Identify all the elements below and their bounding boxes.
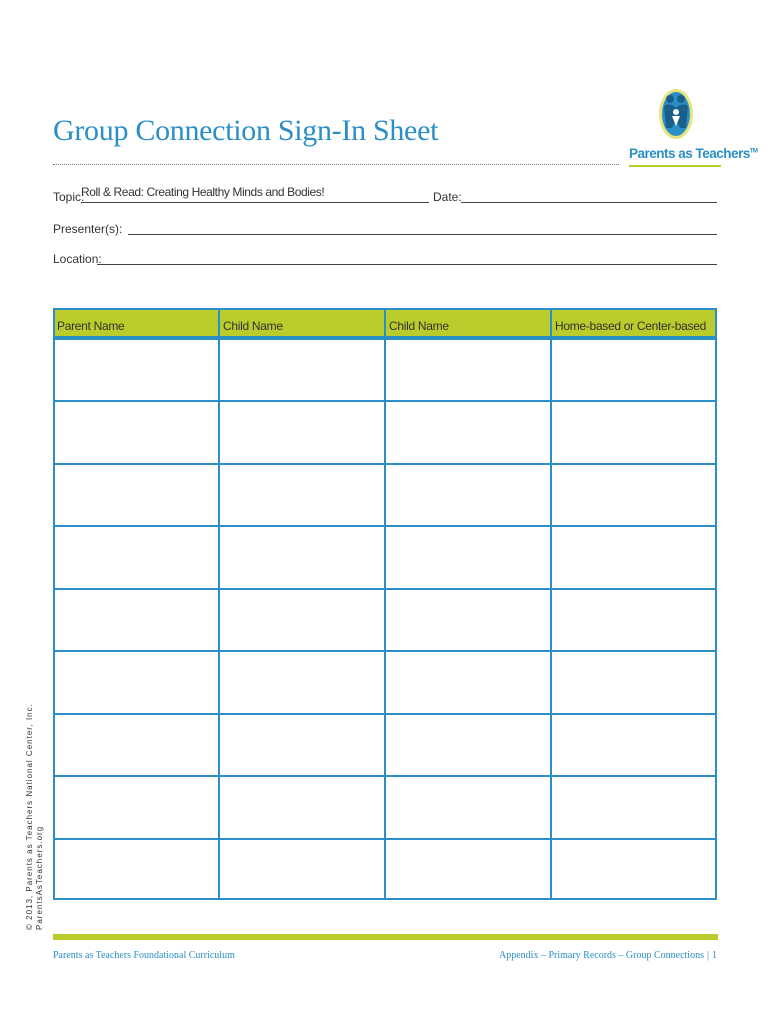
column-divider	[550, 308, 552, 900]
topic-label: Topic:	[53, 190, 85, 204]
location-field[interactable]	[97, 250, 717, 265]
copyright-line: © 2013, Parents as Teachers National Center, Inc.	[25, 703, 34, 930]
table-cell[interactable]	[553, 590, 715, 648]
table-cell[interactable]	[553, 340, 715, 398]
column-divider	[218, 308, 220, 900]
table-cell[interactable]	[221, 652, 383, 710]
table-cell[interactable]	[55, 590, 217, 648]
date-label: Date:	[433, 190, 462, 204]
table-cell[interactable]	[553, 715, 715, 773]
table-cell[interactable]	[221, 465, 383, 523]
footer-section-text: Appendix – Primary Records – Group Connections	[499, 950, 704, 961]
footer-separator: |	[706, 950, 709, 961]
table-cell[interactable]	[221, 527, 383, 585]
table-cell[interactable]	[553, 402, 715, 460]
table-cell[interactable]	[387, 652, 549, 710]
table-cell[interactable]	[221, 402, 383, 460]
page-number: 1	[712, 950, 717, 961]
table-cell[interactable]	[221, 715, 383, 773]
table-border-left	[53, 308, 55, 900]
sign-in-table	[53, 308, 717, 900]
table-cell[interactable]	[553, 652, 715, 710]
logo-underline	[629, 165, 721, 167]
logo-wordmark-text: Parents as Teachers	[629, 146, 750, 161]
topic-value: Roll & Read: Creating Healthy Minds and Bodies!	[81, 185, 325, 199]
footer-bar	[53, 934, 718, 940]
table-cell[interactable]	[387, 840, 549, 898]
column-header-child-name-1: Child Name	[223, 319, 283, 333]
table-cell[interactable]	[55, 527, 217, 585]
table-cell[interactable]	[55, 777, 217, 835]
table-cell[interactable]	[221, 340, 383, 398]
table-cell[interactable]	[387, 715, 549, 773]
table-cell[interactable]	[221, 777, 383, 835]
table-cell[interactable]	[387, 590, 549, 648]
brand-logo	[626, 88, 758, 170]
page-title: Group Connection Sign-In Sheet	[53, 114, 439, 147]
website-line: ParentsAsTeachers.org	[35, 825, 44, 930]
table-cell[interactable]	[221, 840, 383, 898]
footer-curriculum: Parents as Teachers Foundational Curriculum	[53, 950, 235, 961]
column-header-parent-name: Parent Name	[57, 319, 125, 333]
table-cell[interactable]	[553, 777, 715, 835]
presenters-label: Presenter(s):	[53, 222, 123, 236]
trademark-mark: TM	[749, 148, 758, 155]
table-cell[interactable]	[55, 340, 217, 398]
table-cell[interactable]	[55, 715, 217, 773]
table-border-right	[715, 308, 717, 900]
column-header-location-type: Home-based or Center-based	[555, 319, 706, 333]
title-divider	[53, 164, 619, 165]
table-cell[interactable]	[553, 465, 715, 523]
table-cell[interactable]	[55, 652, 217, 710]
table-cell[interactable]	[55, 840, 217, 898]
table-cell[interactable]	[387, 527, 549, 585]
footer-section	[499, 950, 717, 961]
copyright-note	[25, 703, 45, 930]
table-cell[interactable]	[387, 402, 549, 460]
table-cell[interactable]	[387, 465, 549, 523]
table-cell[interactable]	[387, 777, 549, 835]
date-field[interactable]	[461, 188, 717, 203]
table-cell[interactable]	[553, 840, 715, 898]
table-cell[interactable]	[387, 340, 549, 398]
logo-wordmark	[629, 146, 758, 161]
column-header-child-name-2: Child Name	[389, 319, 449, 333]
column-divider	[384, 308, 386, 900]
table-cell[interactable]	[553, 527, 715, 585]
table-cell[interactable]	[221, 590, 383, 648]
table-cell[interactable]	[55, 465, 217, 523]
table-cell[interactable]	[55, 402, 217, 460]
location-label: Location:	[53, 252, 102, 266]
family-icon	[658, 88, 694, 144]
presenters-field[interactable]	[128, 220, 717, 235]
